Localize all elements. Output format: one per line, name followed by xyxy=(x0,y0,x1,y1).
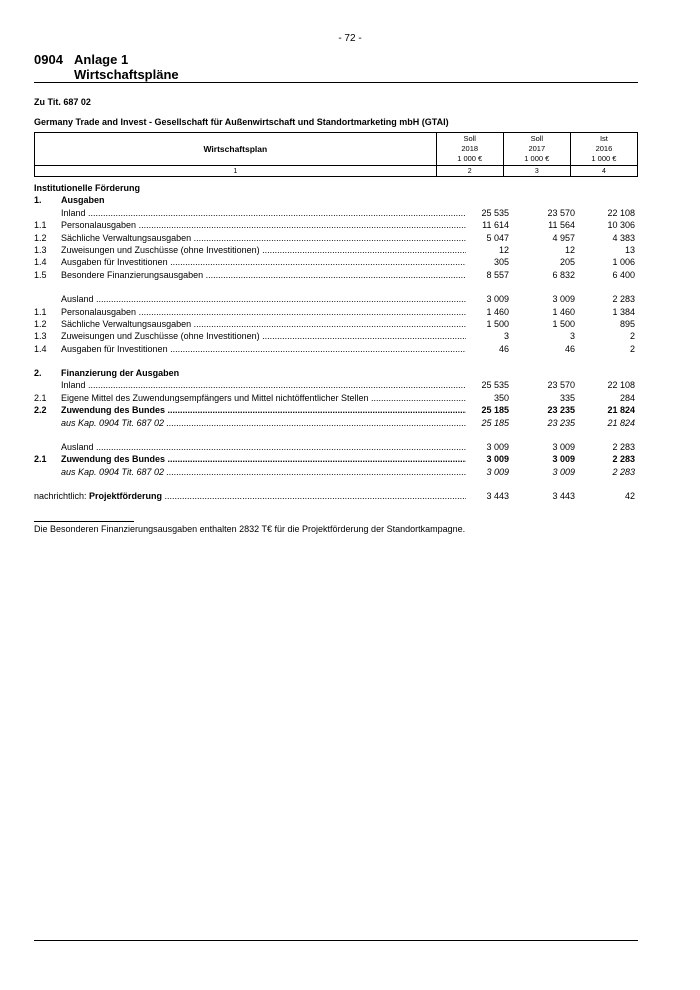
table-row: 2.2 Zuwendung des Bundes ..... 25 185 23 235 21 824 xyxy=(34,404,638,416)
table-row: aus Kap. 0904 Tit. 687 02 ..... 3 009 3 009 2 283 xyxy=(34,466,638,478)
chapter-title: Anlage 1 xyxy=(74,52,129,67)
col-ist-2016: Ist 2016 1 000 € xyxy=(570,133,637,166)
col-number: 3 xyxy=(503,166,570,177)
chapter-code: 0904 xyxy=(34,52,63,67)
table-row: 1.3 Zuweisungen und Zuschüsse (ohne Investitionen) ..... 3 3 2 xyxy=(34,330,638,342)
footer-rule xyxy=(34,940,638,941)
footnote-rule xyxy=(34,521,134,522)
titel-reference: Zu Tit. 687 02 xyxy=(34,97,91,107)
section-finanzierung: 2. Finanzierung der Ausgaben xyxy=(34,368,180,379)
table-row: Ausland ..... 3 009 3 009 2 283 xyxy=(34,293,638,305)
table-row: 1.2 Sächliche Verwaltungsausgaben ..... 1 500 1 500 895 xyxy=(34,318,638,330)
col-wirtschaftsplan: Wirtschaftsplan xyxy=(35,133,437,166)
table-body xyxy=(34,182,638,503)
col-soll-2017: Soll 2017 1 000 € xyxy=(503,133,570,166)
header-rule xyxy=(34,82,638,83)
table-row: 1.4 Ausgaben für Investitionen ..... 46 46 2 xyxy=(34,343,638,355)
table-row: Inland ..... 25 535 23 570 22 108 xyxy=(34,379,638,391)
table-row: 1.2 Sächliche Verwaltungsausgaben ..... 5 047 4 957 4 383 xyxy=(34,232,638,244)
table-row: 1.1 Personalausgaben ..... 1 460 1 460 1 384 xyxy=(34,306,638,318)
table-row: Ausland ..... 3 009 3 009 2 283 xyxy=(34,441,638,453)
chapter-subtitle: Wirtschaftspläne xyxy=(74,67,179,82)
col-number: 1 xyxy=(35,166,437,177)
page-number: - 72 - xyxy=(338,33,362,44)
organisation-name: Germany Trade and Invest - Gesellschaft für Außenwirtschaft und Standortmarketing mbH (GTAI) xyxy=(34,117,449,127)
table-row: 1.4 Ausgaben für Investitionen ..... 305 205 1 006 xyxy=(34,256,638,268)
table-row: 1.1 Personalausgaben ..... 11 614 11 564 10 306 xyxy=(34,219,638,231)
table-row: aus Kap. 0904 Tit. 687 02 ..... 25 185 23 235 21 824 xyxy=(34,417,638,429)
heading-institutionelle-foerderung: Institutionelle Förderung xyxy=(34,183,140,193)
table-row-nachrichtlich: nachrichtlich: Projektförderung ..... 3 443 3 443 42 xyxy=(34,490,638,502)
col-number: 2 xyxy=(436,166,503,177)
table-row: 2.1 Zuwendung des Bundes ..... 3 009 3 009 2 283 xyxy=(34,453,638,465)
chapter-heading xyxy=(34,52,179,82)
table-row: Inland ..... 25 535 23 570 22 108 xyxy=(34,207,638,219)
col-number: 4 xyxy=(570,166,637,177)
table-header xyxy=(34,132,638,177)
col-soll-2018: Soll 2018 1 000 € xyxy=(436,133,503,166)
table-row: 1.3 Zuweisungen und Zuschüsse (ohne Investitionen) ..... 12 12 13 xyxy=(34,244,638,256)
section-ausgaben: 1. Ausgaben xyxy=(34,195,105,206)
table-row: 1.5 Besondere Finanzierungsausgaben ..... 8 557 6 832 6 400 xyxy=(34,269,638,281)
footnote: Die Besonderen Finanzierungsausgaben enthalten 2832 T€ für die Projektförderung der Standortkampagne. xyxy=(34,524,466,534)
table-row: 2.1 Eigene Mittel des Zuwendungsempfängers und Mittel nichtöffentlicher Stellen ..... 350 335 284 xyxy=(34,392,638,404)
